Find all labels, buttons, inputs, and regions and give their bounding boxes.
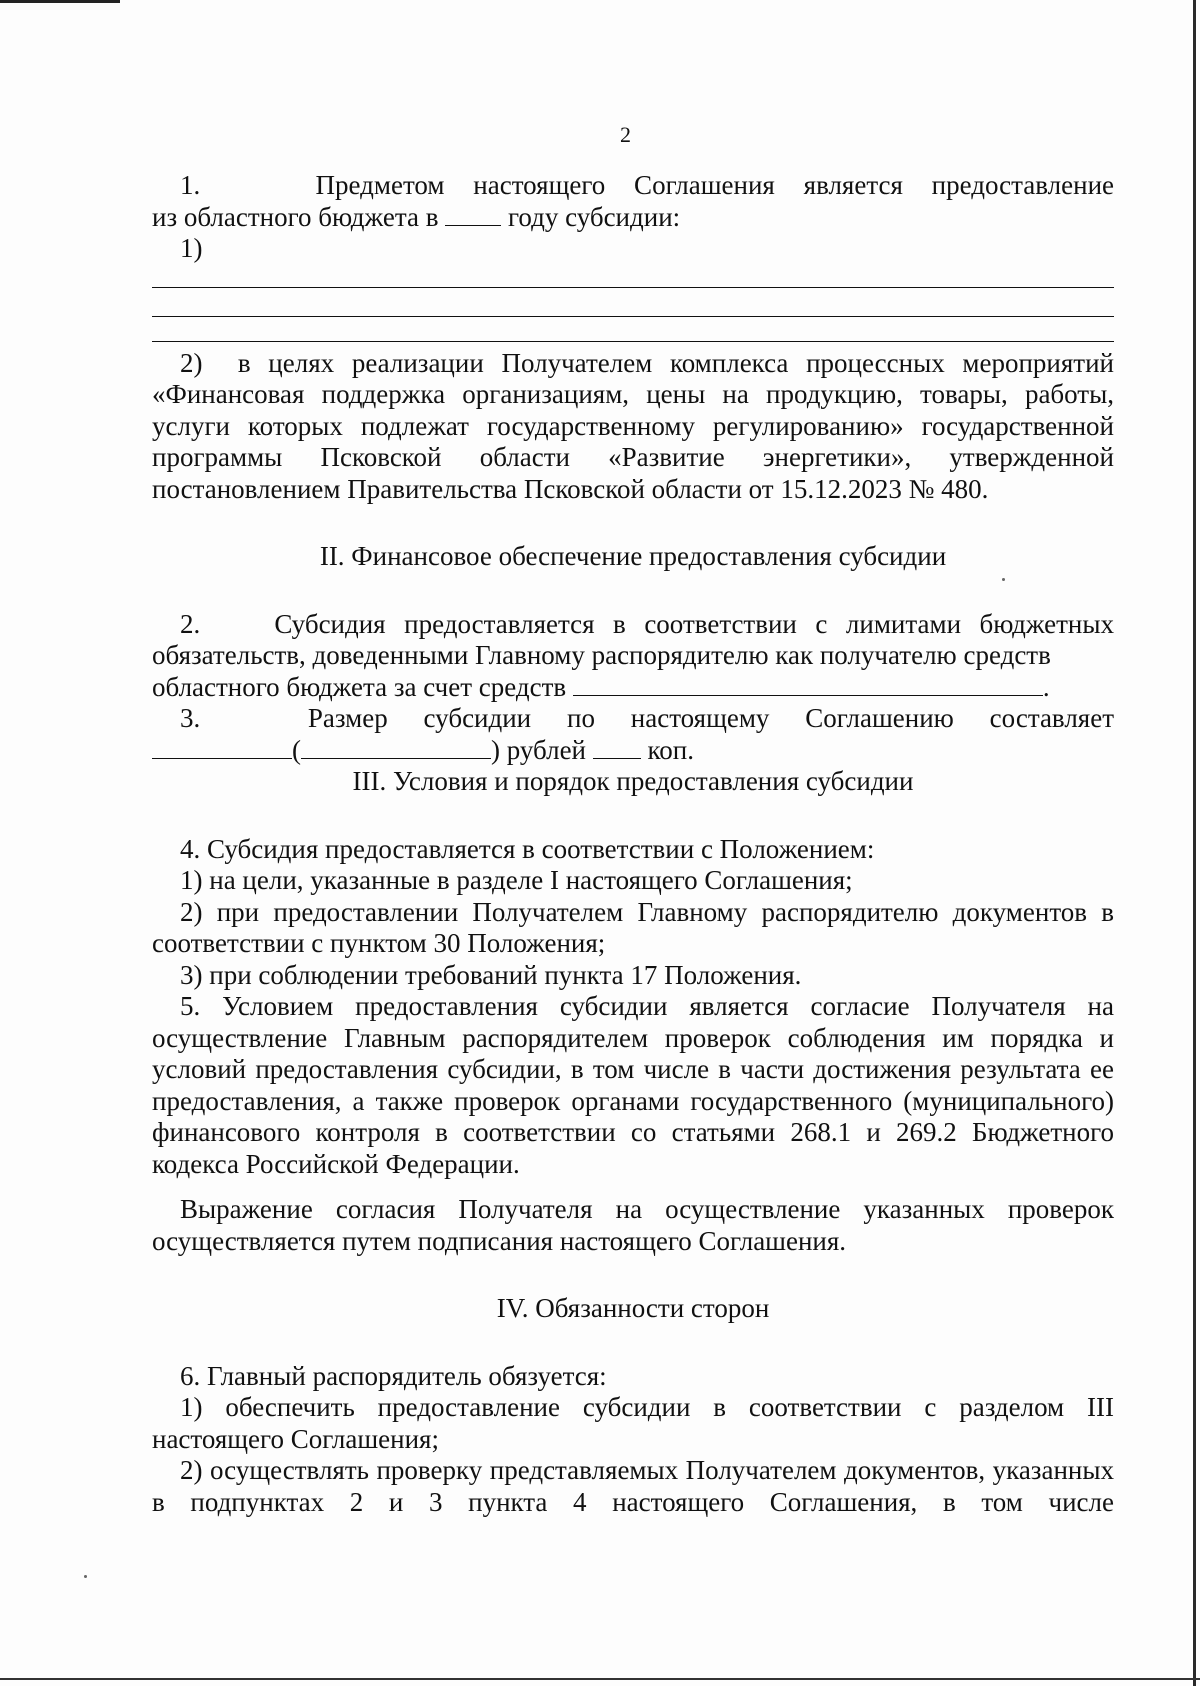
section-4-heading: IV. Обязанности сторон (496, 1293, 770, 1323)
funding-source-blank (573, 673, 1043, 696)
paragraph-4: 4. Субсидия предоставляется в соответствии с Положением: (180, 833, 875, 864)
paragraph-4-3: 3) при соблюдении требований пункта 17 Положения. (180, 959, 802, 990)
scan-edge-bottom (0, 1678, 1200, 1680)
paragraph-2-text: областного бюджета за счет средств (152, 671, 567, 702)
paragraph-1-text-b: году субсидии: (507, 201, 681, 232)
paragraph-3-line1: 3. Размер субсидии по настоящему Соглашению составляет (180, 703, 1114, 733)
paragraph-2-line3 (152, 672, 1114, 704)
scan-edge-top (0, 0, 120, 3)
paragraph-2: 2. Субсидия предоставляется в соответствии с лимитами бюджетных обязательств, доведенными Главному распорядителю как получателю средств (152, 608, 1114, 670)
paragraph-4-2: 2) при предоставлении Получателем Главному распорядителю документов в соответствии с пунктом 30 Положения; (152, 896, 1114, 958)
paragraph-6-1: 1) обеспечить предоставление субсидии в соответствии с разделом III настоящего Соглашения; (152, 1392, 1114, 1454)
kopecks-text: коп. (647, 734, 694, 765)
paragraph-5: 5. Условием предоставления субсидии является согласие Получателя на осуществление Главным распорядителем проверок соблюдения им порядка и условий предоставления субсидии, в том числе в части достижения результата ее предоставления, а также проверок органами государственного (муниципального) финансового контроля в соответствии со статьями 268.1 и 269.2 Бюджетного кодекса Российской Федерации. (152, 991, 1114, 1179)
scan-edge-right (1193, 0, 1196, 1686)
amount-words-blank (301, 736, 491, 759)
paragraph-4-1: 1) на цели, указанные в разделе I настоящего Соглашения; (180, 865, 853, 895)
subitem-1: 1) (180, 233, 203, 263)
kopecks-blank (593, 736, 641, 759)
document-body (152, 170, 1114, 1518)
paragraph-6-2: 2) осуществлять проверку представляемых Получателем документов, указанных в подпунктах 2 и 3 пункта 4 настоящего Соглашения, в том числе (152, 1455, 1114, 1517)
scan-speck (84, 1575, 87, 1578)
year-blank (445, 203, 501, 226)
section-2-heading: II. Финансовое обеспечение предоставления субсидии (319, 541, 947, 571)
amount-blank (152, 736, 292, 759)
paragraph-1-text-a: из областного бюджета в (152, 201, 439, 232)
paragraph-3-line2 (152, 735, 1114, 767)
rubles-text: ) рублей (491, 734, 587, 765)
paragraph-5b: Выражение согласия Получателя на осуществление указанных проверок осуществляется путем подписания настоящего Соглашения. (152, 1194, 1114, 1256)
subitem-2: 2) в целях реализации Получателем комплекса процессных мероприятий «Финансовая поддержка организациям, цены на продукцию, товары, работы, услуги которых подлежат государственному регулированию» государственной программы Псковской области «Развитие энергетики», утвержденной постановлением Правительства Псковской области от 15.12.2023 № 480. (152, 347, 1114, 504)
paragraph-6: 6. Главный распорядитель обязуется: (180, 1360, 607, 1391)
page-number: 2 (620, 122, 631, 147)
paragraph-1-line2 (152, 202, 1114, 234)
section-3-heading: III. Условия и порядок предоставления субсидии (352, 766, 914, 796)
paren-open: ( (292, 734, 301, 765)
paragraph-1-line1: 1. Предметом настоящего Соглашения является предоставление (180, 170, 1114, 200)
period: . (1042, 671, 1050, 702)
